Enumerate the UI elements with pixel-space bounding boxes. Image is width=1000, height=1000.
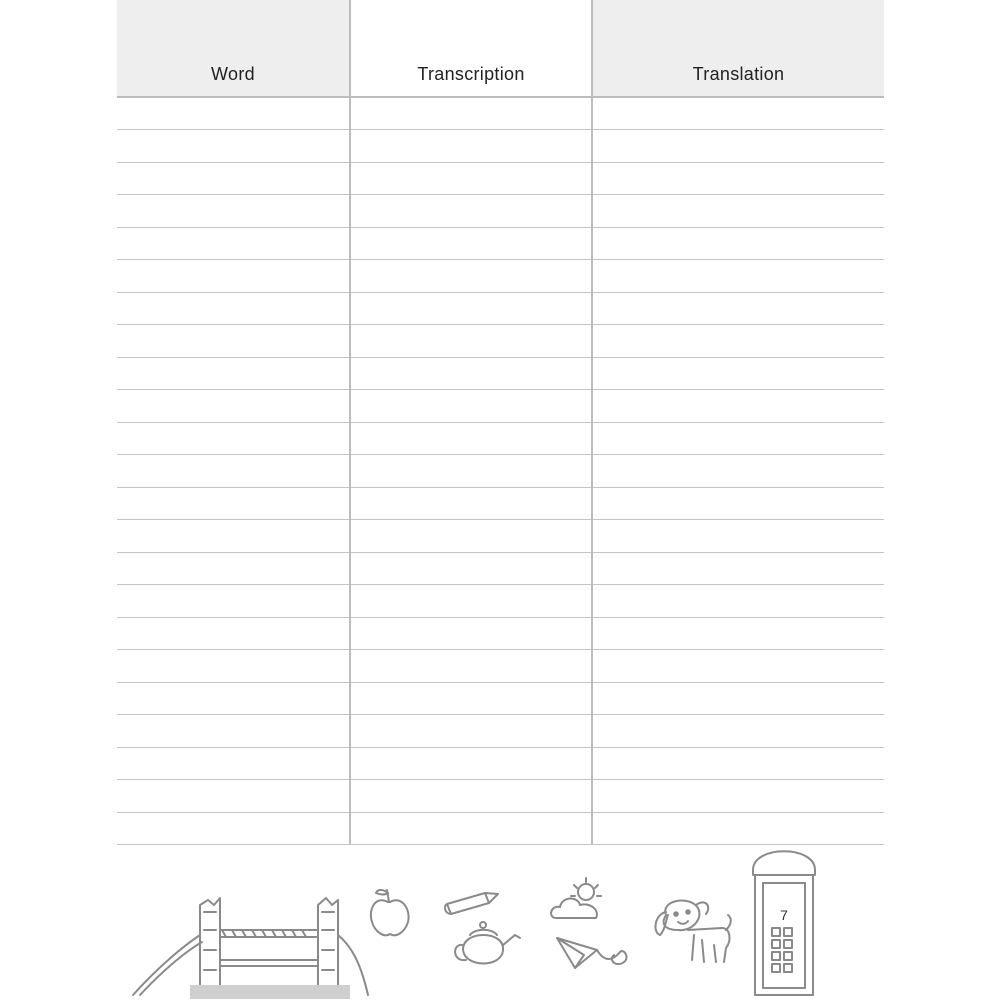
table-row[interactable] — [117, 455, 884, 487]
puppy-icon — [655, 901, 730, 962]
column-divider-1 — [349, 0, 351, 845]
tower-bridge-icon — [133, 898, 368, 999]
pencil-icon — [445, 893, 498, 914]
table-row[interactable] — [117, 98, 884, 130]
teapot-icon — [455, 922, 520, 964]
table-row[interactable] — [117, 748, 884, 780]
footer-doodles — [0, 845, 1000, 1000]
table-row[interactable] — [117, 683, 884, 715]
page-number: 7 — [780, 907, 788, 923]
table-row[interactable] — [117, 390, 884, 422]
column-header-transcription: Transcription — [417, 64, 525, 84]
table-row[interactable] — [117, 585, 884, 617]
table-row[interactable] — [117, 293, 884, 325]
paper-plane-icon — [557, 938, 627, 968]
table-row[interactable] — [117, 520, 884, 552]
column-header-word: Word — [211, 64, 255, 84]
table-row[interactable] — [117, 780, 884, 812]
table-row[interactable] — [117, 423, 884, 455]
table-row[interactable] — [117, 195, 884, 227]
phone-box-icon — [753, 851, 815, 995]
table-row[interactable] — [117, 618, 884, 650]
table-row[interactable] — [117, 228, 884, 260]
column-header-translation: Translation — [692, 64, 785, 84]
table-row[interactable] — [117, 488, 884, 520]
table-row[interactable] — [117, 650, 884, 682]
table-row[interactable] — [117, 325, 884, 357]
apple-icon — [371, 890, 409, 935]
table-row[interactable] — [117, 715, 884, 747]
table-row[interactable] — [117, 358, 884, 390]
table-row[interactable] — [117, 130, 884, 162]
table-header — [117, 0, 884, 96]
table-row[interactable] — [117, 813, 884, 845]
table-row[interactable] — [117, 163, 884, 195]
table-row[interactable] — [117, 553, 884, 585]
sun-cloud-icon — [551, 878, 601, 918]
column-divider-2 — [591, 0, 593, 845]
table-row[interactable] — [117, 260, 884, 292]
